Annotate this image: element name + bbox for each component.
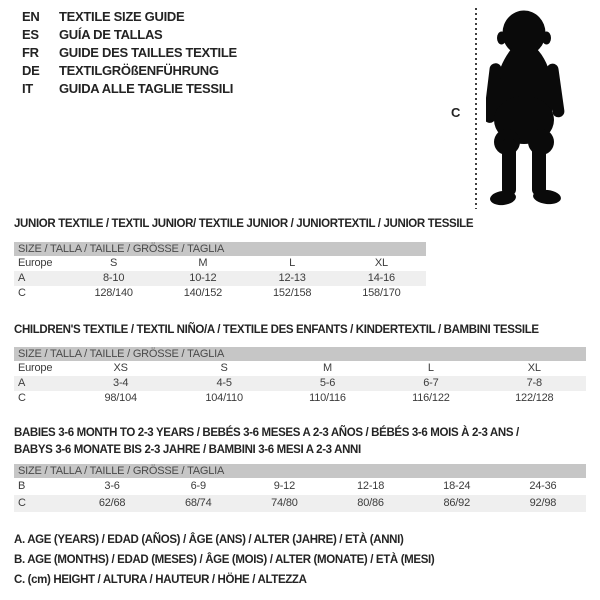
table-cell: 10-12 (189, 272, 217, 284)
table-cell: M (198, 257, 208, 269)
language-title-list (22, 8, 237, 98)
table-row (14, 495, 586, 512)
language-label: TEXTILGRÖßENFÜHRUNG (59, 63, 219, 78)
table-cell: 7-8 (526, 377, 542, 389)
language-label: GUIDA ALLE TAGLIE TESSILI (59, 81, 234, 96)
table-cell: L (289, 257, 296, 269)
language-code: EN (22, 9, 40, 24)
table-cell: 6-9 (190, 480, 206, 492)
row-label: A (18, 377, 26, 389)
size-table-section (14, 322, 586, 406)
table-row (14, 361, 586, 376)
table-cell: 24-36 (529, 480, 557, 492)
row-label: B (18, 480, 26, 492)
table-cell: XL (527, 362, 541, 374)
table-cell: 152/158 (272, 287, 312, 299)
table-row (14, 376, 586, 391)
size-header-bar: SIZE / TALLA / TAILLE / GRÖSSE / TAGLIA (14, 242, 426, 256)
table-cell: 104/110 (205, 392, 243, 404)
table-cell: 9-12 (273, 480, 296, 492)
table-cell: 74/80 (271, 497, 298, 509)
table-cell: 8-10 (103, 272, 125, 284)
section-title: BABYS 3-6 MONATE BIS 2-3 JAHRE / BAMBINI 3-6 MESI A 2-3 ANNI (14, 444, 361, 456)
table-cell: 6-7 (423, 377, 439, 389)
row-label: C (18, 497, 26, 509)
language-label: TEXTILE SIZE GUIDE (59, 9, 185, 24)
table-cell: 3-4 (113, 377, 129, 389)
table-cell: 122/128 (515, 392, 554, 404)
table-cell: M (323, 362, 332, 374)
table-cell: 158/170 (362, 287, 401, 299)
table-cell: L (427, 362, 434, 374)
table-cell: 18-24 (443, 480, 471, 492)
table-cell: XL (374, 257, 388, 269)
language-code: FR (22, 45, 39, 60)
language-row (22, 62, 237, 80)
legend-note: B. AGE (MONTHS) / EDAD (MESES) / ÂGE (MOIS) / ALTER (MONATE) / ETÀ (MESI) (14, 554, 435, 566)
table-row (14, 478, 586, 495)
language-code: DE (22, 63, 40, 78)
table-cell: 92/98 (529, 497, 557, 509)
table-cell: S (110, 257, 118, 269)
section-title: JUNIOR TEXTILE / TEXTIL JUNIOR/ TEXTILE JUNIOR / JUNIORTEXTIL / JUNIOR TESSILE (14, 218, 474, 230)
table-cell: 14-16 (367, 272, 395, 284)
table-cell: 116/122 (412, 392, 450, 404)
language-code: IT (22, 81, 33, 96)
height-measure-label: C (451, 105, 461, 120)
section-title: BABIES 3-6 MONTH TO 2-3 YEARS / BEBÉS 3-6 MESES A 2-3 AÑOS / BÉBÉS 3-6 MOIS À 2-3 ANS / (14, 427, 519, 439)
section-title: CHILDREN'S TEXTILE / TEXTIL NIÑO/A / TEXTILE DES ENFANTS / KINDERTEXTIL / BAMBINI TESSILE (14, 324, 539, 336)
table-row (14, 271, 426, 286)
row-label: Europe (18, 362, 53, 374)
table-row (14, 286, 426, 301)
table-cell: S (220, 362, 228, 374)
legend-note: A. AGE (YEARS) / EDAD (AÑOS) / ÂGE (ANS) / ALTER (JAHRE) / ETÀ (ANNI) (14, 534, 404, 546)
size-table (14, 464, 586, 512)
size-table-section (14, 425, 586, 512)
language-label: GUIDE DES TAILLES TEXTILE (59, 45, 237, 60)
baby-silhouette-icon (486, 8, 578, 210)
language-row (22, 44, 237, 62)
table-cell: 62/68 (98, 497, 126, 509)
table-cell: XS (113, 362, 128, 374)
table-cell: 3-6 (104, 480, 120, 492)
legend-note: C. (cm) HEIGHT / ALTURA / HAUTEUR / HÖHE / ALTEZZA (14, 574, 307, 586)
size-header-bar: SIZE / TALLA / TAILLE / GRÖSSE / TAGLIA (14, 464, 586, 478)
legend-notes (14, 530, 434, 590)
size-table (14, 242, 426, 301)
language-row (22, 26, 237, 44)
table-cell: 5-6 (319, 377, 336, 389)
size-table-section (14, 216, 586, 301)
table-cell: 140/152 (183, 287, 223, 299)
table-cell: 110/116 (309, 392, 346, 404)
table-cell: 12-18 (357, 480, 385, 492)
table-cell: 68/74 (184, 497, 212, 509)
row-label: C (18, 392, 26, 404)
size-table (14, 347, 586, 406)
language-label: GUÍA DE TALLAS (59, 27, 163, 42)
table-cell: 80/86 (357, 497, 384, 509)
table-cell: 12-13 (278, 272, 306, 284)
language-code: ES (22, 27, 39, 42)
table-row (14, 391, 586, 406)
table-cell: 98/104 (104, 392, 137, 404)
row-label: Europe (18, 257, 53, 269)
size-header-bar: SIZE / TALLA / TAILLE / GRÖSSE / TAGLIA (14, 347, 586, 361)
language-row (22, 80, 237, 98)
language-row (22, 8, 237, 26)
table-cell: 128/140 (94, 287, 133, 299)
row-label: A (18, 272, 26, 284)
row-label: C (18, 287, 26, 299)
table-cell: 4-5 (216, 377, 232, 389)
table-row (14, 256, 426, 271)
table-cell: 86/92 (443, 497, 470, 509)
height-measure-line (475, 8, 477, 209)
